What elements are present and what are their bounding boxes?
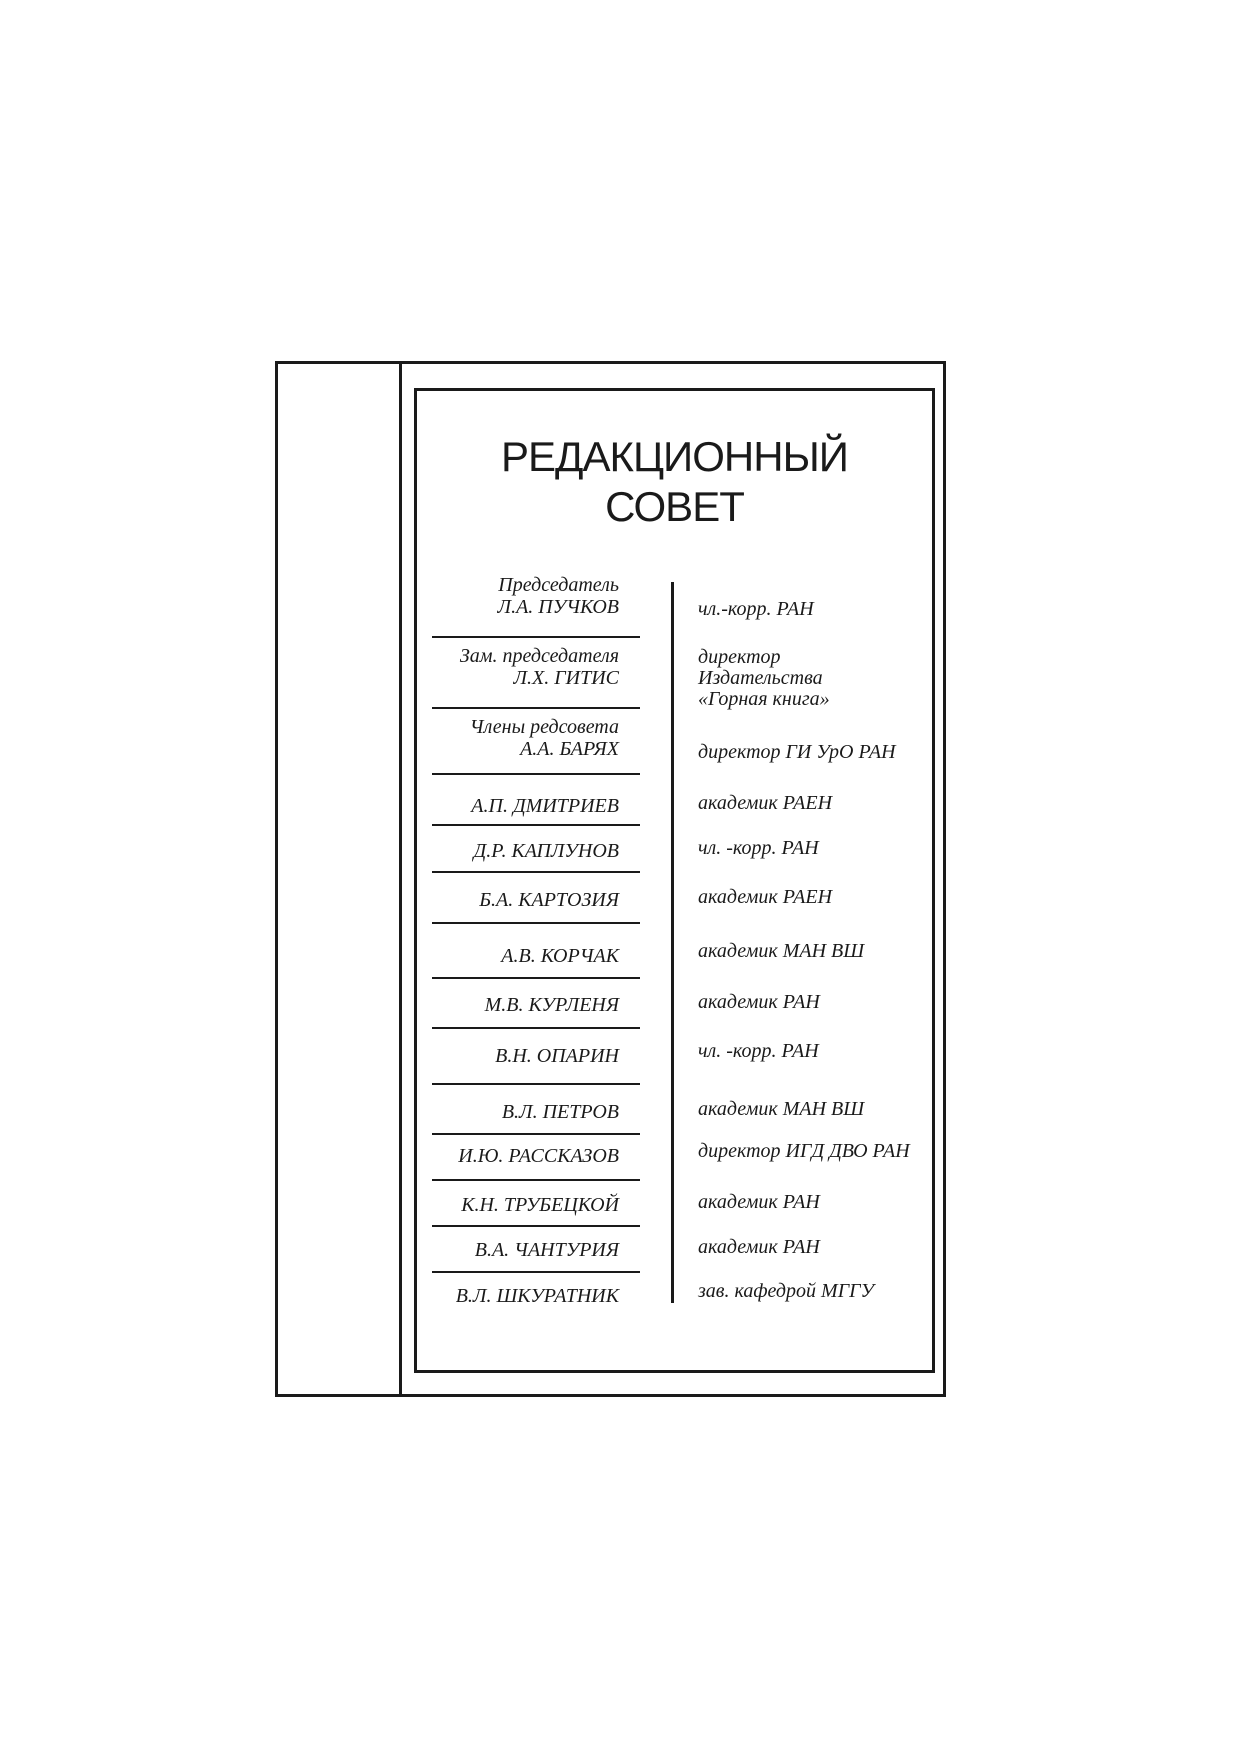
row-divider — [432, 1083, 640, 1085]
spine-line — [399, 361, 402, 1397]
member-name-cell — [474, 840, 620, 862]
member-position-cell — [698, 793, 832, 814]
member-name: А.А. БАРЯХ — [520, 738, 619, 760]
member-position: директор — [698, 646, 781, 668]
member-name: В.Н. ОПАРИН — [495, 1045, 619, 1067]
member-name-cell — [456, 1285, 619, 1307]
row-divider — [432, 824, 640, 826]
member-name-cell — [502, 1101, 619, 1123]
member-position-cell — [698, 742, 896, 763]
member-position: академик РАН — [698, 1191, 820, 1213]
member-position-cell — [698, 1281, 874, 1302]
member-role: Члены редсовета — [469, 716, 619, 738]
column-divider — [671, 582, 674, 1303]
member-position-cell — [698, 1192, 820, 1213]
title-line-2: СОВЕТ — [605, 483, 744, 530]
member-position: академик РАН — [698, 991, 820, 1013]
member-name-cell — [470, 716, 619, 760]
row-divider — [432, 977, 640, 979]
member-position-cell — [698, 1237, 820, 1258]
member-position-cell — [698, 838, 819, 859]
member-name-cell — [461, 1194, 619, 1216]
member-position: чл. -корр. РАН — [698, 1040, 819, 1062]
member-name-cell — [501, 945, 619, 967]
member-position-cell — [698, 599, 814, 620]
member-name: Д.Р. КАПЛУНОВ — [473, 840, 619, 862]
member-position-cell — [698, 1099, 864, 1120]
member-position: академик МАН ВШ — [698, 1098, 865, 1120]
row-divider — [432, 1179, 640, 1181]
row-divider — [432, 922, 640, 924]
page-title — [414, 432, 935, 532]
member-position-cell — [698, 941, 864, 962]
member-name: К.Н. ТРУБЕЦКОЙ — [461, 1194, 619, 1216]
member-name-cell — [495, 1045, 619, 1067]
member-name: И.Ю. РАССКАЗОВ — [458, 1145, 619, 1167]
member-position: директор ГИ УрО РАН — [698, 741, 896, 763]
member-name-cell — [458, 1145, 619, 1167]
row-divider — [432, 636, 640, 638]
member-position: академик МАН ВШ — [698, 940, 865, 962]
row-divider — [432, 1225, 640, 1227]
member-name: Л.Х. ГИТИС — [513, 667, 619, 689]
row-divider — [432, 1027, 640, 1029]
member-position-cell — [698, 992, 820, 1013]
member-position-cell — [698, 887, 832, 908]
member-name: А.П. ДМИТРИЕВ — [471, 795, 619, 817]
member-position: академик РАЕН — [698, 792, 833, 814]
member-name: А.В. КОРЧАК — [501, 945, 619, 967]
member-position: академик РАН — [698, 1236, 820, 1258]
member-position-cell — [698, 647, 830, 710]
member-position-cell — [698, 1141, 910, 1162]
member-name: Б.А. КАРТОЗИЯ — [479, 889, 619, 911]
member-position: зав. кафедрой МГГУ — [698, 1280, 874, 1302]
member-name-cell — [471, 795, 619, 817]
member-name-cell — [460, 645, 619, 689]
member-position-cell — [698, 1041, 819, 1062]
member-position: чл. -корр. РАН — [698, 837, 819, 859]
member-position: Издательства — [698, 667, 823, 689]
row-divider — [432, 1133, 640, 1135]
member-role: Зам. председателя — [459, 645, 619, 667]
member-position: «Горная книга» — [698, 688, 830, 710]
member-name: В.Л. ПЕТРОВ — [501, 1101, 619, 1123]
member-name-cell — [498, 574, 619, 618]
row-divider — [432, 1271, 640, 1273]
member-position: академик РАЕН — [698, 886, 833, 908]
member-role: Председатель — [498, 574, 619, 596]
member-name-cell — [479, 889, 619, 911]
member-name: В.А. ЧАНТУРИЯ — [474, 1239, 619, 1261]
member-name-cell — [475, 1239, 619, 1261]
title-line-1: РЕДАКЦИОННЫЙ — [501, 433, 848, 480]
row-divider — [432, 773, 640, 775]
member-position: директор ИГД ДВО РАН — [698, 1140, 910, 1162]
row-divider — [432, 871, 640, 873]
member-name-cell — [485, 994, 619, 1016]
member-name: В.Л. ШКУРАТНИК — [455, 1285, 619, 1307]
member-name: М.В. КУРЛЕНЯ — [484, 994, 619, 1016]
row-divider — [432, 707, 640, 709]
member-name: Л.А. ПУЧКОВ — [497, 596, 619, 618]
member-position: чл.-корр. РАН — [698, 598, 814, 620]
